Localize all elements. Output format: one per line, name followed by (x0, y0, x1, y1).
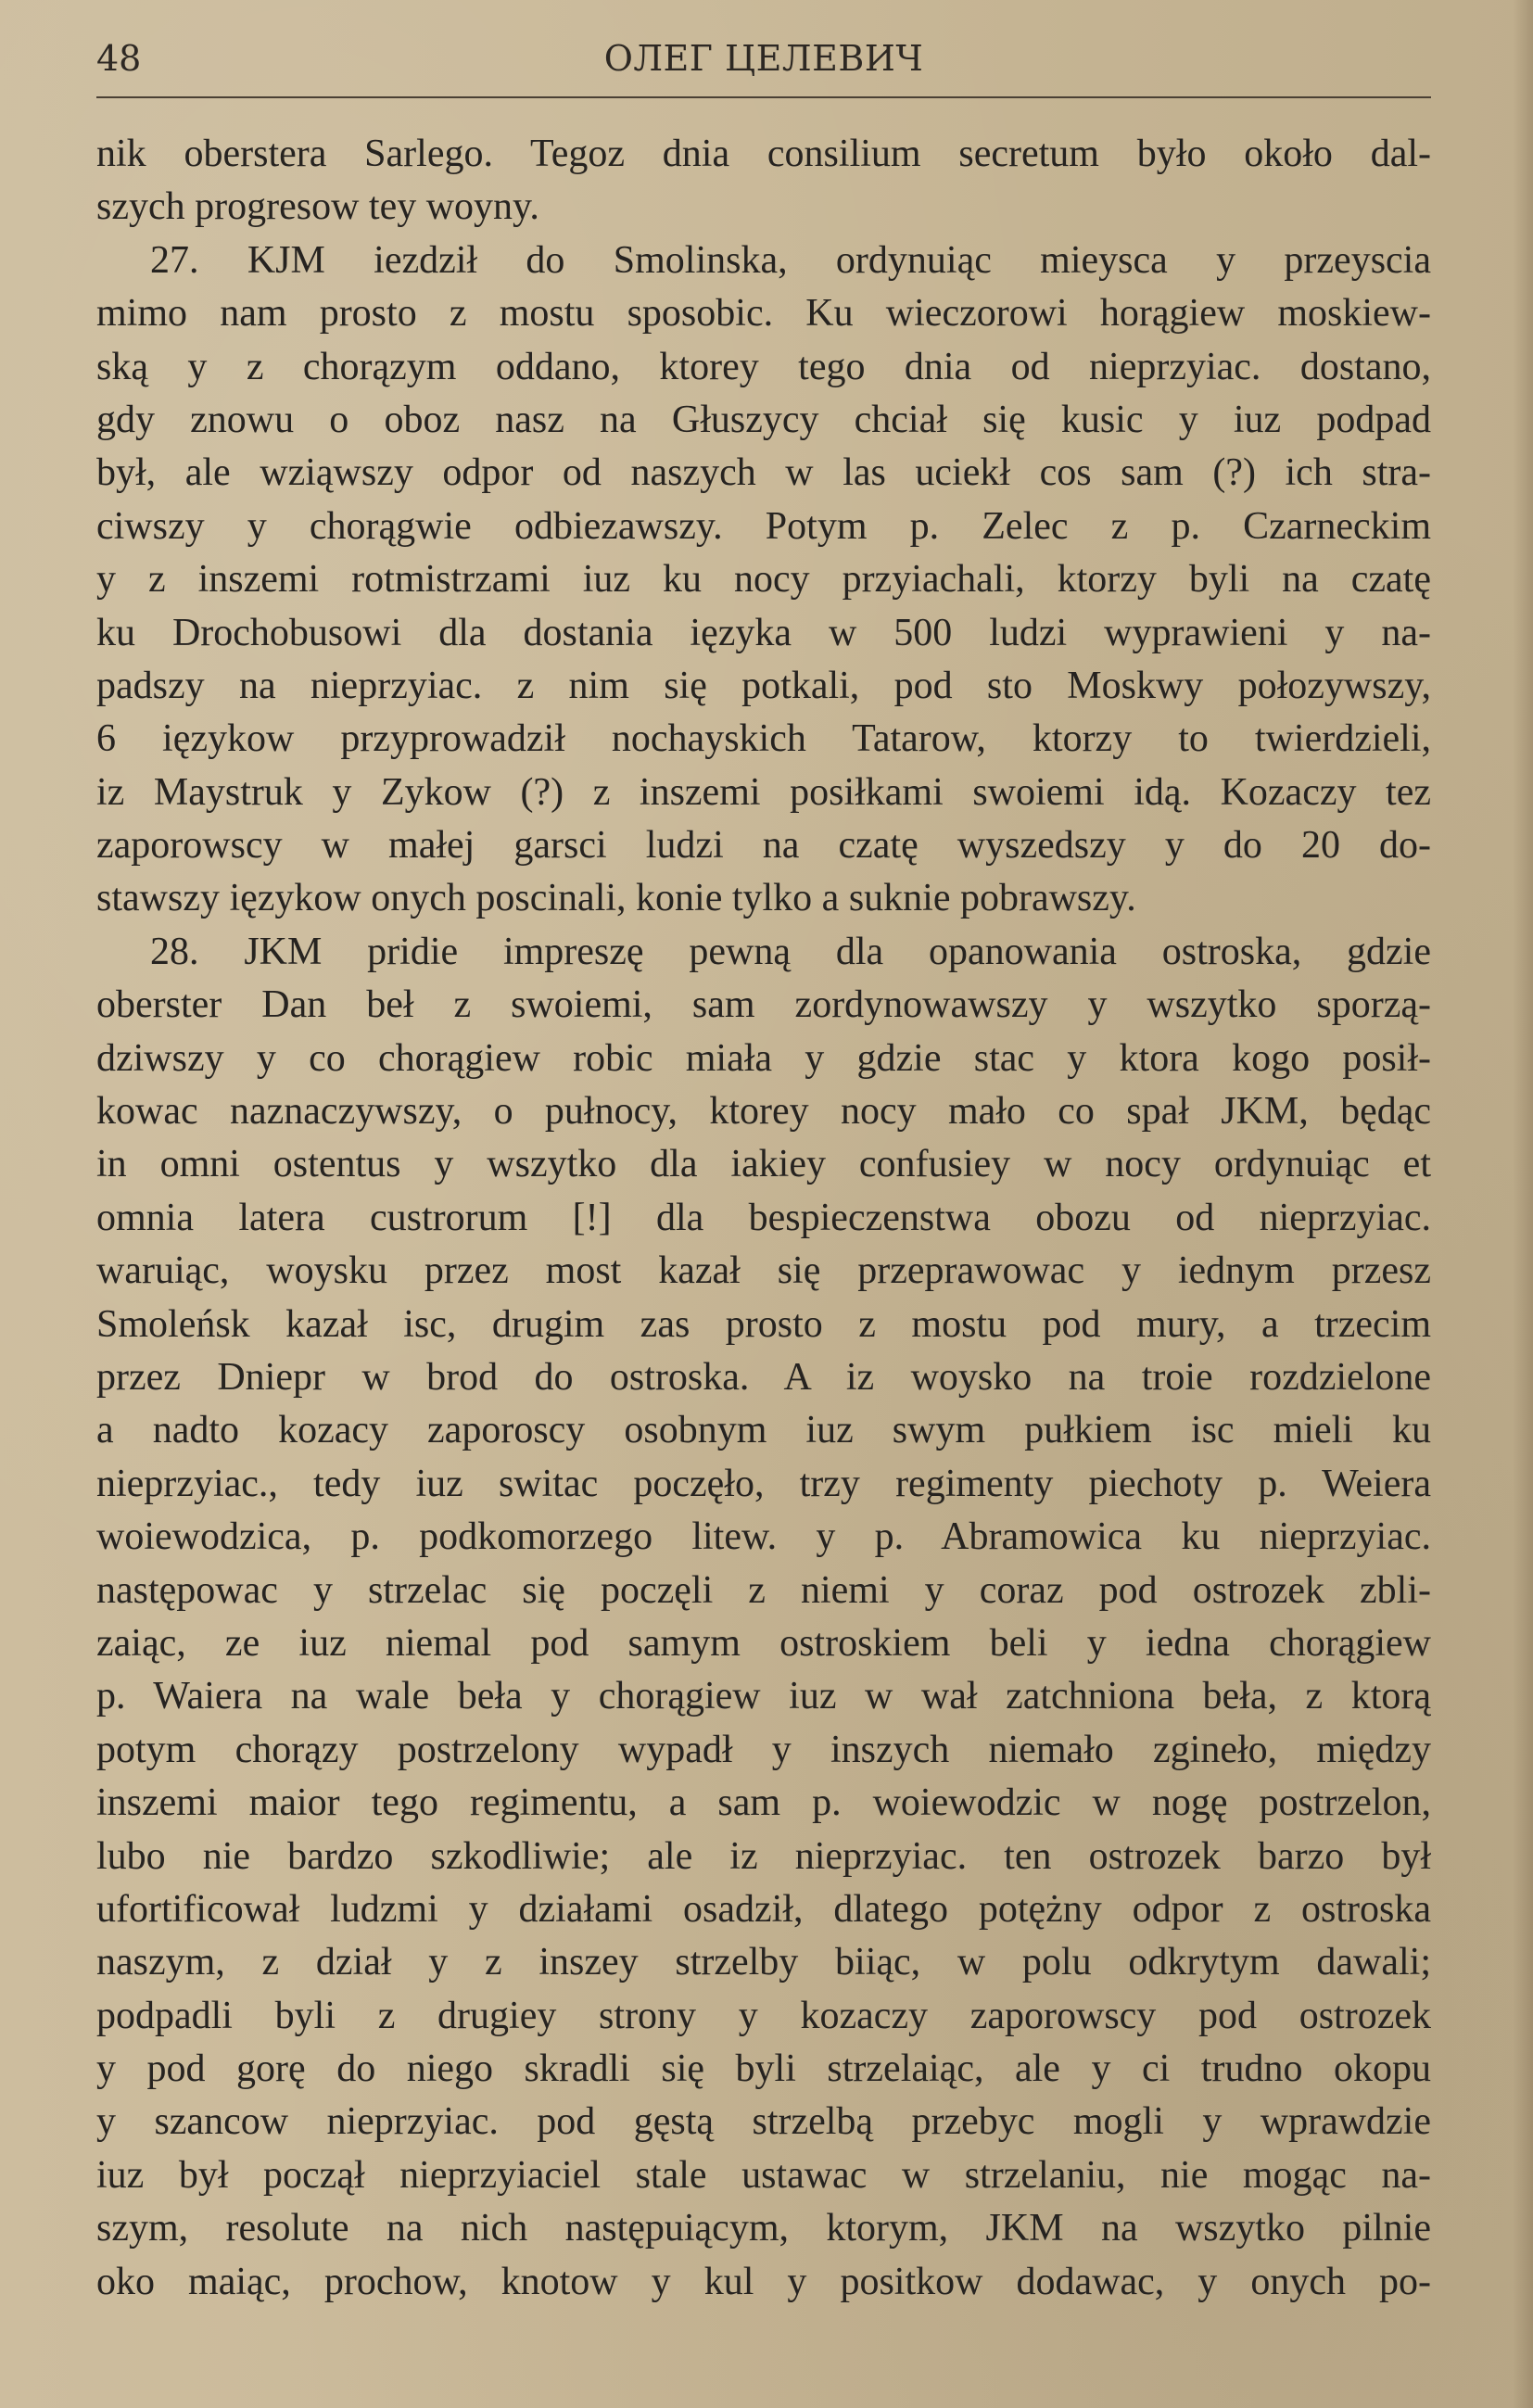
text-line: 27. KJM iezdził do Smolinska, ordynuiąc mieysca y przeyscia (150, 238, 1431, 282)
text-line: inszemi maior tego regimentu, a sam p. woiewodzic w nogę postrzelon, (96, 1781, 1431, 1825)
text-line: był, ale wziąwszy odpor od naszych w las uciekł cos sam (?) ich stra- (96, 451, 1431, 495)
text-line: in omni ostentus y wszytko dla iakiey confusiey w nocy ordynuiąc et (96, 1143, 1431, 1186)
text-line: 28. JKM pridie impreszę pewną dla opanowania ostroska, gdzie (150, 930, 1431, 973)
text-line: lubo nie bardzo szkodliwie; ale iz nieprzyiac. ten ostrozek barzo był (96, 1834, 1431, 1878)
text-line: ską y z chorązym oddano, ktorey tego dnia od nieprzyiac. dostano, (96, 345, 1431, 388)
text-line: potym chorązy postrzelony wypadł y inszych niemało zgineło, między (96, 1728, 1431, 1771)
text-line: a nadto kozacy zaporoscy osobnym iuz swym pułkiem isc mieli ku (96, 1409, 1431, 1452)
text-line: szych progresow tey woyny. (96, 185, 539, 229)
text-line: mimo nam prosto z mostu sposobic. Ku wieczorowi horągiew moskiew- (96, 292, 1431, 336)
running-head-title: ОЛЕГ ЦЕЛЕВИЧ (603, 38, 924, 79)
text-line: kowac naznaczywszy, o pułnocy, ktorey nocy mało co spał JKM, będąc (96, 1090, 1431, 1134)
text-line: następowac y strzelac się poczęli z niemi y coraz pod ostrozek zbli- (96, 1568, 1431, 1612)
page-number: 48 (96, 38, 142, 79)
text-line: waruiąc, woysku przez most kazał się przeprawowac y iednym przesz (96, 1249, 1431, 1293)
text-line: Smoleńsk kazał isc, drugim zas prosto z mostu pod mury, a trzecim (96, 1302, 1431, 1346)
text-line: dziwszy y co chorągiew robic miała y gdzie stac y ktora kogo posił- (96, 1036, 1431, 1080)
page-edge-shadow (1513, 0, 1533, 2408)
text-line: oko maiąc, prochow, knotow y kul y positkow dodawac, y onych po- (96, 2260, 1431, 2303)
text-line: ciwszy y chorągwie odbiezawszy. Potym p. Zelec z p. Czarneckim (96, 504, 1431, 548)
text-line: iuz był począł nieprzyiaciel stale ustawac w strzelaniu, nie mogąc na- (96, 2153, 1431, 2197)
text-line: zaporowscy w małej garsci ludzi na czatę wyszedszy y do 20 do- (96, 824, 1431, 868)
text-line: naszym, z dział y z inszey strzelby biiąc, w polu odkrytym dawali; (96, 1941, 1431, 1984)
page-header (96, 32, 1431, 98)
text-line: woiewodzica, p. podkomorzego litew. y p. Abramowica ku nieprzyiac. (96, 1515, 1431, 1559)
body-text (96, 128, 1431, 2309)
text-line: podpadli byli z drugiey strony y kozaczy zaporowscy pod ostrozek (96, 1994, 1431, 2037)
text-line: szym, resolute na nich następuiącym, ktorym, JKM na wszytko pilnie (96, 2207, 1431, 2250)
text-line: przez Dniepr w brod do ostroska. A iz woysko na troie rozdzielone (96, 1355, 1431, 1399)
text-line: gdy znowu o oboz nasz na Głuszycy chciał się kusic y iuz podpad (96, 398, 1431, 441)
text-line: padszy na nieprzyiac. z nim się potkali, pod sto Moskwy połozywszy, (96, 664, 1431, 707)
text-line: stawszy ięzykow onych poscinali, konie tylko a suknie pobrawszy. (96, 877, 1136, 920)
text-line: y z inszemi rotmistrzami iuz ku nocy przyiachali, ktorzy byli na czatę (96, 558, 1431, 602)
text-line: ufortificował ludzmi y działami osadził, dlatego potężny odpor z ostroska (96, 1887, 1431, 1931)
text-line: ku Drochobusowi dla dostania ięzyka w 500 ludzi wyprawieni y na- (96, 611, 1431, 654)
text-line: omnia latera custrorum [!] dla bespieczenstwa obozu od nieprzyiac. (96, 1196, 1431, 1239)
text-line: oberster Dan beł z swoiemi, sam zordynowawszy y wszytko sporzą- (96, 983, 1431, 1027)
text-line: p. Waiera na wale beła y chorągiew iuz w wał zatchniona beła, z ktorą (96, 1675, 1431, 1718)
text-line: y szancow nieprzyiac. pod gęstą strzelbą przebyc mogli y wprawdzie (96, 2100, 1431, 2144)
text-line: nik oberstera Sarlego. Tegoz dnia consilium secretum było około dal- (96, 133, 1431, 175)
text-line: nieprzyiac., tedy iuz switac poczęło, trzy regimenty piechoty p. Weiera (96, 1462, 1431, 1505)
text-line: 6 ięzykow przyprowadził nochayskich Tatarow, ktorzy to twierdzieli, (96, 717, 1431, 761)
text-line: iz Maystruk y Zykow (?) z inszemi posiłkami swoiemi idą. Kozaczy tez (96, 770, 1431, 814)
text-line: y pod gorę do niego skradli się byli strzelaiąc, ale y ci trudno okopu (96, 2047, 1431, 2091)
text-line: zaiąc, ze iuz niemal pod samym ostroskiem beli y iedna chorągiew (96, 1621, 1431, 1665)
